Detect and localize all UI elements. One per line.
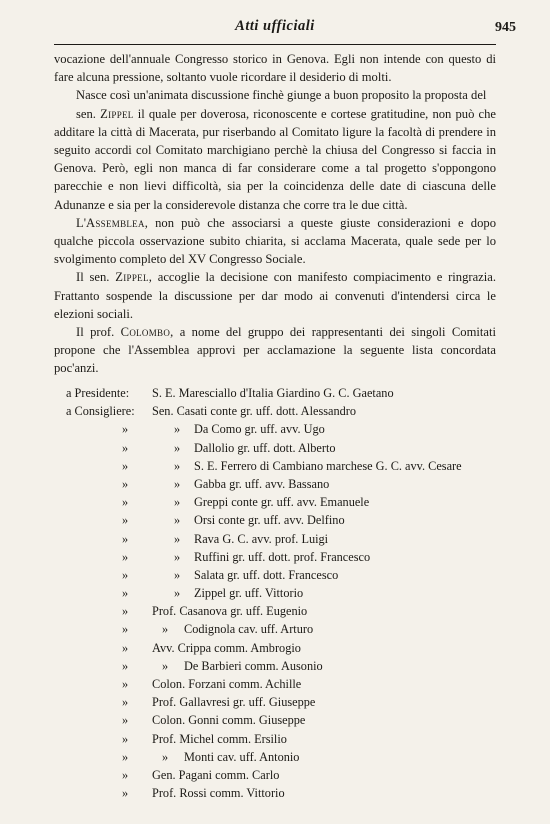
ditto-mark: » xyxy=(122,440,129,455)
member-name: Monti cav. uff. Antonio xyxy=(184,749,300,764)
list-item xyxy=(66,402,506,420)
ditto-mark: » xyxy=(174,531,181,546)
member-name: Da Como gr. uff. avv. Ugo xyxy=(194,422,325,437)
list-item xyxy=(66,693,506,711)
ditto-mark: » xyxy=(174,476,181,491)
list-item xyxy=(66,530,506,548)
ditto-mark: » xyxy=(122,458,129,473)
ditto-mark: » xyxy=(122,549,129,564)
text-run: Nasce così un'animata discussione finchè giunge a buon proposito la proposta del xyxy=(76,88,487,103)
ditto-mark: » xyxy=(122,658,129,673)
member-name: Salata gr. uff. dott. Francesco xyxy=(194,567,339,582)
ditto-mark: » xyxy=(174,513,181,528)
member-name: Prof. Casanova gr. uff. Eugenio xyxy=(152,604,308,619)
list-item xyxy=(66,675,506,693)
list-item xyxy=(66,566,506,584)
ditto-mark: » xyxy=(122,531,129,546)
ditto-mark: » xyxy=(122,731,129,746)
ditto-mark: » xyxy=(122,767,129,782)
member-name: Dallolio gr. uff. dott. Alberto xyxy=(194,440,336,455)
list-item xyxy=(66,457,506,475)
ditto-mark: » xyxy=(122,586,129,601)
list-item xyxy=(66,784,506,802)
list-item xyxy=(66,384,506,402)
list-item xyxy=(66,511,506,529)
ditto-mark: » xyxy=(174,567,181,582)
text-run: L' xyxy=(76,215,86,230)
list-item xyxy=(66,584,506,602)
member-name: S. E. Ferrero di Cambiano marchese G. C. avv. Cesare xyxy=(194,458,462,473)
text-run: Il sen. xyxy=(76,270,116,285)
role-label: a Consigliere: xyxy=(66,404,135,419)
member-name: Zippel gr. uff. Vittorio xyxy=(194,586,304,601)
paragraph xyxy=(54,214,496,269)
ditto-mark: » xyxy=(174,422,181,437)
body-text xyxy=(54,50,496,378)
member-name: De Barbieri comm. Ausonio xyxy=(184,658,323,673)
member-name: Avv. Crippa comm. Ambrogio xyxy=(152,640,301,655)
list-item xyxy=(66,639,506,657)
header-rule xyxy=(54,44,496,45)
paragraph xyxy=(54,86,496,104)
small-caps-name: Colombo xyxy=(120,325,171,340)
list-item xyxy=(66,439,506,457)
ditto-mark: » xyxy=(122,695,129,710)
list-item xyxy=(66,748,506,766)
ditto-mark: » xyxy=(122,422,129,437)
text-run: , a nome del gruppo dei rappresentanti dei singoli Comitati propone che l'Assemblea approvi per acclamazione la seguente lista concordata poc'anzi. xyxy=(54,325,496,376)
council-list xyxy=(66,384,506,802)
ditto-mark: » xyxy=(162,658,169,673)
member-name: Colon. Gonni comm. Giuseppe xyxy=(152,713,306,728)
role-label: a Presidente: xyxy=(66,386,130,400)
paragraph xyxy=(54,268,496,323)
ditto-mark: » xyxy=(174,440,181,455)
ditto-mark: » xyxy=(174,586,181,601)
member-name: Greppi conte gr. uff. avv. Emanuele xyxy=(194,495,370,510)
ditto-mark: » xyxy=(122,786,129,801)
ditto-mark: » xyxy=(122,713,129,728)
list-item xyxy=(66,620,506,638)
member-name: Ruffini gr. uff. dott. prof. Francesco xyxy=(194,549,371,564)
member-name: Gen. Pagani comm. Carlo xyxy=(152,767,280,782)
ditto-mark: » xyxy=(122,567,129,582)
text-run: sen. xyxy=(76,106,101,121)
ditto-mark: » xyxy=(122,513,129,528)
text-run: Il prof. xyxy=(76,325,121,340)
ditto-mark: » xyxy=(174,549,181,564)
member-name: S. E. Maresciallo d'Italia Giardino G. C. Gaetano xyxy=(152,386,394,400)
ditto-mark: » xyxy=(162,622,169,637)
paragraph xyxy=(54,105,496,214)
list-item xyxy=(66,420,506,438)
page-header xyxy=(0,0,550,44)
running-title: Atti ufficiali xyxy=(235,18,315,34)
paragraph xyxy=(54,50,496,86)
page-number: 945 xyxy=(495,20,516,35)
paragraph xyxy=(54,323,496,378)
member-name: Prof. Gallavresi gr. uff. Giuseppe xyxy=(152,695,316,710)
small-caps-name: Assemblea xyxy=(85,215,145,230)
list-item xyxy=(66,475,506,493)
ditto-mark: » xyxy=(122,640,129,655)
member-name: Gabba gr. uff. avv. Bassano xyxy=(194,476,330,491)
list-item xyxy=(66,602,506,620)
list-item xyxy=(66,657,506,675)
member-name: Rava G. C. avv. prof. Luigi xyxy=(194,531,329,546)
member-name: Prof. Michel comm. Ersilio xyxy=(152,731,287,746)
list-item xyxy=(66,711,506,729)
member-name: Colon. Forzani comm. Achille xyxy=(152,677,302,691)
list-item xyxy=(66,766,506,784)
member-name: Sen. Casati conte gr. uff. dott. Alessandro xyxy=(152,404,357,419)
list-item xyxy=(66,493,506,511)
ditto-mark: » xyxy=(162,749,169,764)
text-run: il quale per doverosa, riconoscente e cortese gratitudine, non può che additare la città di Macerata, pur riserbando al Comitato ligure la facoltà di prendere in seguito accordi col Comitato marchigiano perchè la chiusa del Congresso si faccia in Genova. Però, egli non manca di far considerare come a tal progetto s'oppongono parecchie e non lievi difficoltà, sia per la coincidenza delle date di ciascuna delle Adunanze e sia per la considerevole distanza che corre tra le due città. xyxy=(54,106,496,212)
member-name: Prof. Rossi comm. Vittorio xyxy=(152,786,285,801)
ditto-mark: » xyxy=(122,749,129,764)
ditto-mark: » xyxy=(122,495,129,510)
ditto-mark: » xyxy=(174,458,181,473)
small-caps-name: Zippel xyxy=(115,270,149,285)
ditto-mark: » xyxy=(122,622,129,637)
member-name: Codignola cav. uff. Arturo xyxy=(184,622,314,637)
text-run: , accoglie la decisione con manifesto compiacimento e ringrazia. Frattanto sospende la discussione per dar modo ai convenuti d'intendersi circa le elezioni sociali. xyxy=(54,270,496,321)
small-caps-name: Zippel xyxy=(100,106,134,121)
ditto-mark: » xyxy=(174,495,181,510)
ditto-mark: » xyxy=(122,476,129,491)
ditto-mark: » xyxy=(122,677,129,691)
list-item xyxy=(66,730,506,748)
text-run: vocazione dell'annuale Congresso storico in Genova. Egli non intende con questo di fare alcuna pressione, soltanto vuole ricordare il desiderio di molti. xyxy=(54,52,496,85)
text-run: , non può che associarsi a queste giuste considerazioni e dopo qualche piccola osservazione subito chiarita, si acclama Macerata, quale sede per lo svolgimento completo del XV Congresso Sociale. xyxy=(54,215,496,267)
ditto-mark: » xyxy=(122,604,129,619)
member-name: Orsi conte gr. uff. avv. Delfino xyxy=(194,513,345,528)
list-item xyxy=(66,548,506,566)
